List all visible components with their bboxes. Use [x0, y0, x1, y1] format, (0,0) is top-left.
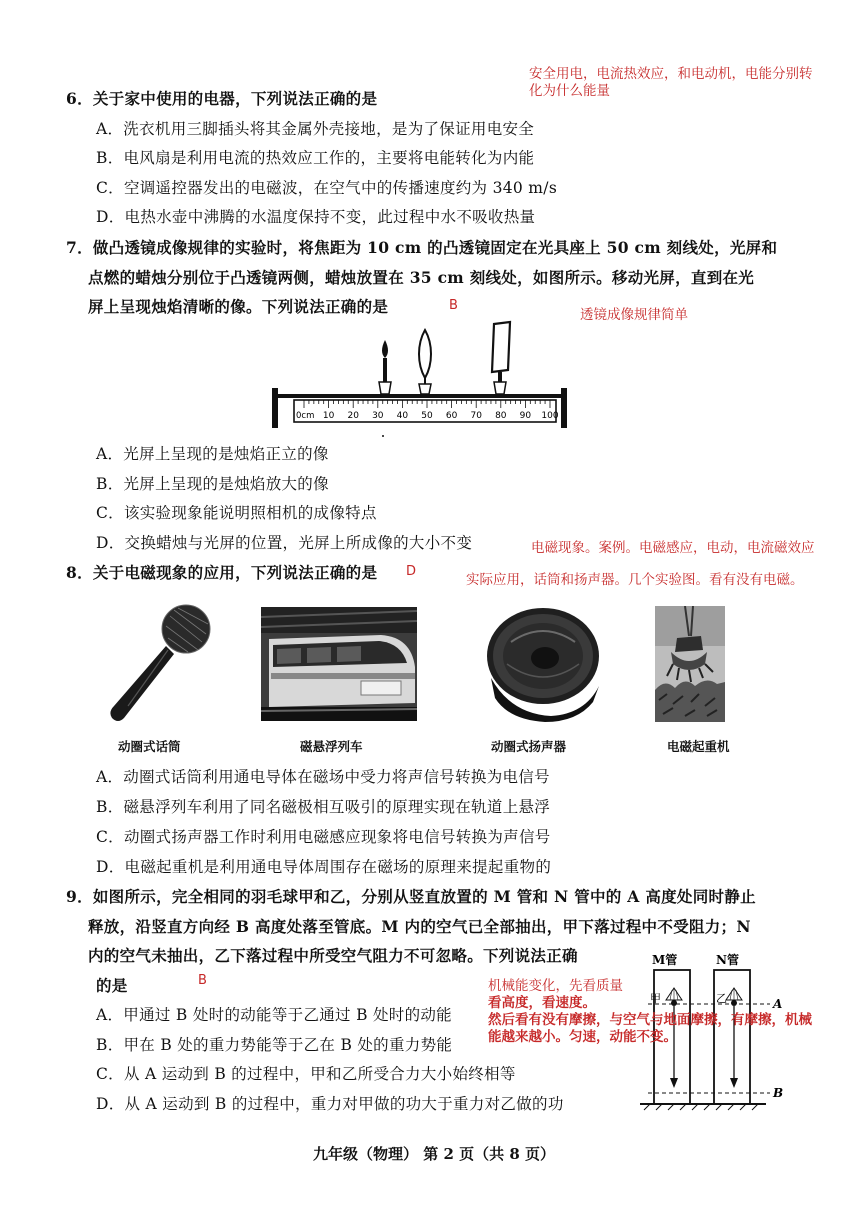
q9-stem-line4: 的是 — [96, 976, 128, 995]
q6-option-b: B．电风扇是利用电流的热效应工作的，主要将电能转化为内能 — [96, 149, 535, 167]
level-b-label: B — [773, 1086, 784, 1100]
bench-tick-label: 70 — [470, 411, 482, 421]
q7-option-d: D．交换蜡烛与光屏的位置，光屏上所成像的大小不变 — [96, 534, 473, 552]
microphone-image — [108, 602, 218, 724]
tube-m-label: M管 — [652, 953, 678, 967]
bench-rail — [276, 394, 564, 398]
q8-option-c: C．动圈式扬声器工作时利用电磁感应现象将电信号转换为声信号 — [96, 828, 551, 846]
q9-note-line2: 看高度，看速度。 — [488, 995, 596, 1011]
candle-flame-icon — [382, 340, 388, 358]
bench-tick-label: 100 — [541, 411, 559, 421]
ball-jia-label: 甲 — [650, 992, 661, 1005]
q9-answer: B — [198, 973, 207, 988]
q6-note-line1: 安全用电，电流热效应，和电动机，电能分别转 — [529, 66, 813, 82]
q9-note-line1: 机械能变化，先看质量 — [488, 978, 623, 994]
q6-note-line2: 化为什么能量 — [529, 83, 610, 99]
bench-tick-label: 80 — [495, 411, 507, 421]
q7-stem-line1: 7．做凸透镜成像规律的实验时，将焦距为 10 cm 的凸透镜固定在光具座上 50 cm 刻线处，光屏和 — [66, 238, 778, 257]
q7-stem-line2: 点燃的蜡烛分别位于凸透镜两侧，蜡烛放置在 35 cm 刻线处，如图所示。移动光屏，直到在光 — [88, 268, 755, 287]
q7-option-c: C．该实验现象能说明照相机的成像特点 — [96, 504, 377, 522]
bench-tick-label: 10 — [322, 411, 335, 421]
q8-note-line2: 实际应用，话筒和扬声器。几个实验图。看有没有电磁。 — [466, 572, 804, 588]
q6-option-a: A．洗衣机用三脚插头将其金属外壳接地，是为了保证用电安全 — [96, 120, 535, 138]
level-a-label: A — [773, 997, 783, 1011]
convex-lens — [419, 330, 431, 394]
caption-microphone: 动圈式话筒 — [118, 739, 181, 754]
light-screen — [492, 322, 510, 394]
q9-note-line3: 然后看有没有摩擦，与空气与地面摩擦，有摩擦，机械 — [488, 1012, 812, 1028]
q9-note-line4: 能越来越小。匀速，动能不变。 — [488, 1029, 677, 1045]
q7-option-a: A．光屏上呈现的是烛焰正立的像 — [96, 445, 329, 463]
bench-tick-label: 50 — [421, 411, 433, 421]
bench-unit-label: 0cm — [296, 411, 315, 421]
q9-option-c: C．从 A 运动到 B 的过程中，甲和乙所受合力大小始终相等 — [96, 1065, 516, 1083]
bench-tick-label: 40 — [396, 411, 409, 421]
optical-bench-diagram — [268, 318, 574, 440]
caption-electromagnetic-crane: 电磁起重机 — [667, 739, 730, 754]
electromagnetic-crane-image — [655, 606, 725, 722]
q8-option-a: A．动圈式话筒利用通电导体在磁场中受力将声信号转换为电信号 — [96, 768, 550, 786]
caption-loudspeaker: 动圈式扬声器 — [491, 739, 567, 754]
maglev-train-image — [261, 607, 417, 721]
q6-option-d: D．电热水壶中沸腾的水温度保持不变，此过程中水不吸收热量 — [96, 208, 536, 226]
q9-stem-line2: 释放，沿竖直方向经 B 高度处落至管底。M 内的空气已全部抽出，甲下落过程中不受阻力；N — [88, 917, 751, 936]
candle — [379, 340, 391, 394]
bench-tick-label: 20 — [347, 411, 359, 421]
ball-yi-label: 乙 — [716, 992, 727, 1005]
q9-option-b: B．甲在 B 处的重力势能等于乙在 B 处的重力势能 — [96, 1036, 453, 1054]
page-footer: 九年级（物理） 第 2 页（共 8 页） — [313, 1145, 555, 1163]
q8-stem: 8．关于电磁现象的应用，下列说法正确的是 — [66, 563, 378, 582]
q9-stem-line3: 内的空气未抽出，乙下落过程中所受空气阻力不可忽略。下列说法正确 — [88, 946, 578, 965]
loudspeaker-image — [481, 602, 607, 724]
q9-stem-line1: 9．如图所示，完全相同的羽毛球甲和乙，分别从竖直放置的 M 管和 N 管中的 A 高度处同时静止 — [66, 887, 756, 906]
tube-n-label: N管 — [716, 953, 739, 967]
q6-stem: 6．关于家中使用的电器，下列说法正确的是 — [66, 89, 378, 108]
bench-tick-label: 90 — [519, 411, 532, 421]
q7-answer: B — [449, 298, 458, 313]
bench-tick-label: 60 — [445, 411, 458, 421]
q8-note-line1: 电磁现象。案例。电磁感应，电动，电流磁效应 — [531, 540, 815, 556]
q6-option-c: C．空调遥控器发出的电磁波，在空气中的传播速度约为 340 m/s — [96, 179, 558, 197]
q9-option-a: A．甲通过 B 处时的动能等于乙通过 B 处时的动能 — [96, 1006, 452, 1024]
bench-tick-label: 30 — [372, 411, 384, 421]
q7-option-b: B．光屏上呈现的是烛焰放大的像 — [96, 475, 329, 493]
q8-option-b: B．磁悬浮列车利用了同名磁极相互吸引的原理实现在轨道上悬浮 — [96, 798, 551, 816]
q7-note: 透镜成像规律简单 — [580, 307, 688, 323]
caption-maglev-train: 磁悬浮列车 — [300, 739, 363, 754]
q8-option-d: D．电磁起重机是利用通电导体周围存在磁场的原理来提起重物的 — [96, 858, 552, 876]
q7-stem-line3: 屏上呈现烛焰清晰的像。下列说法正确的是 — [88, 297, 389, 316]
q9-option-d: D．从 A 运动到 B 的过程中，重力对甲做的功大于重力对乙做的功 — [96, 1095, 564, 1113]
q8-answer: D — [406, 564, 417, 579]
